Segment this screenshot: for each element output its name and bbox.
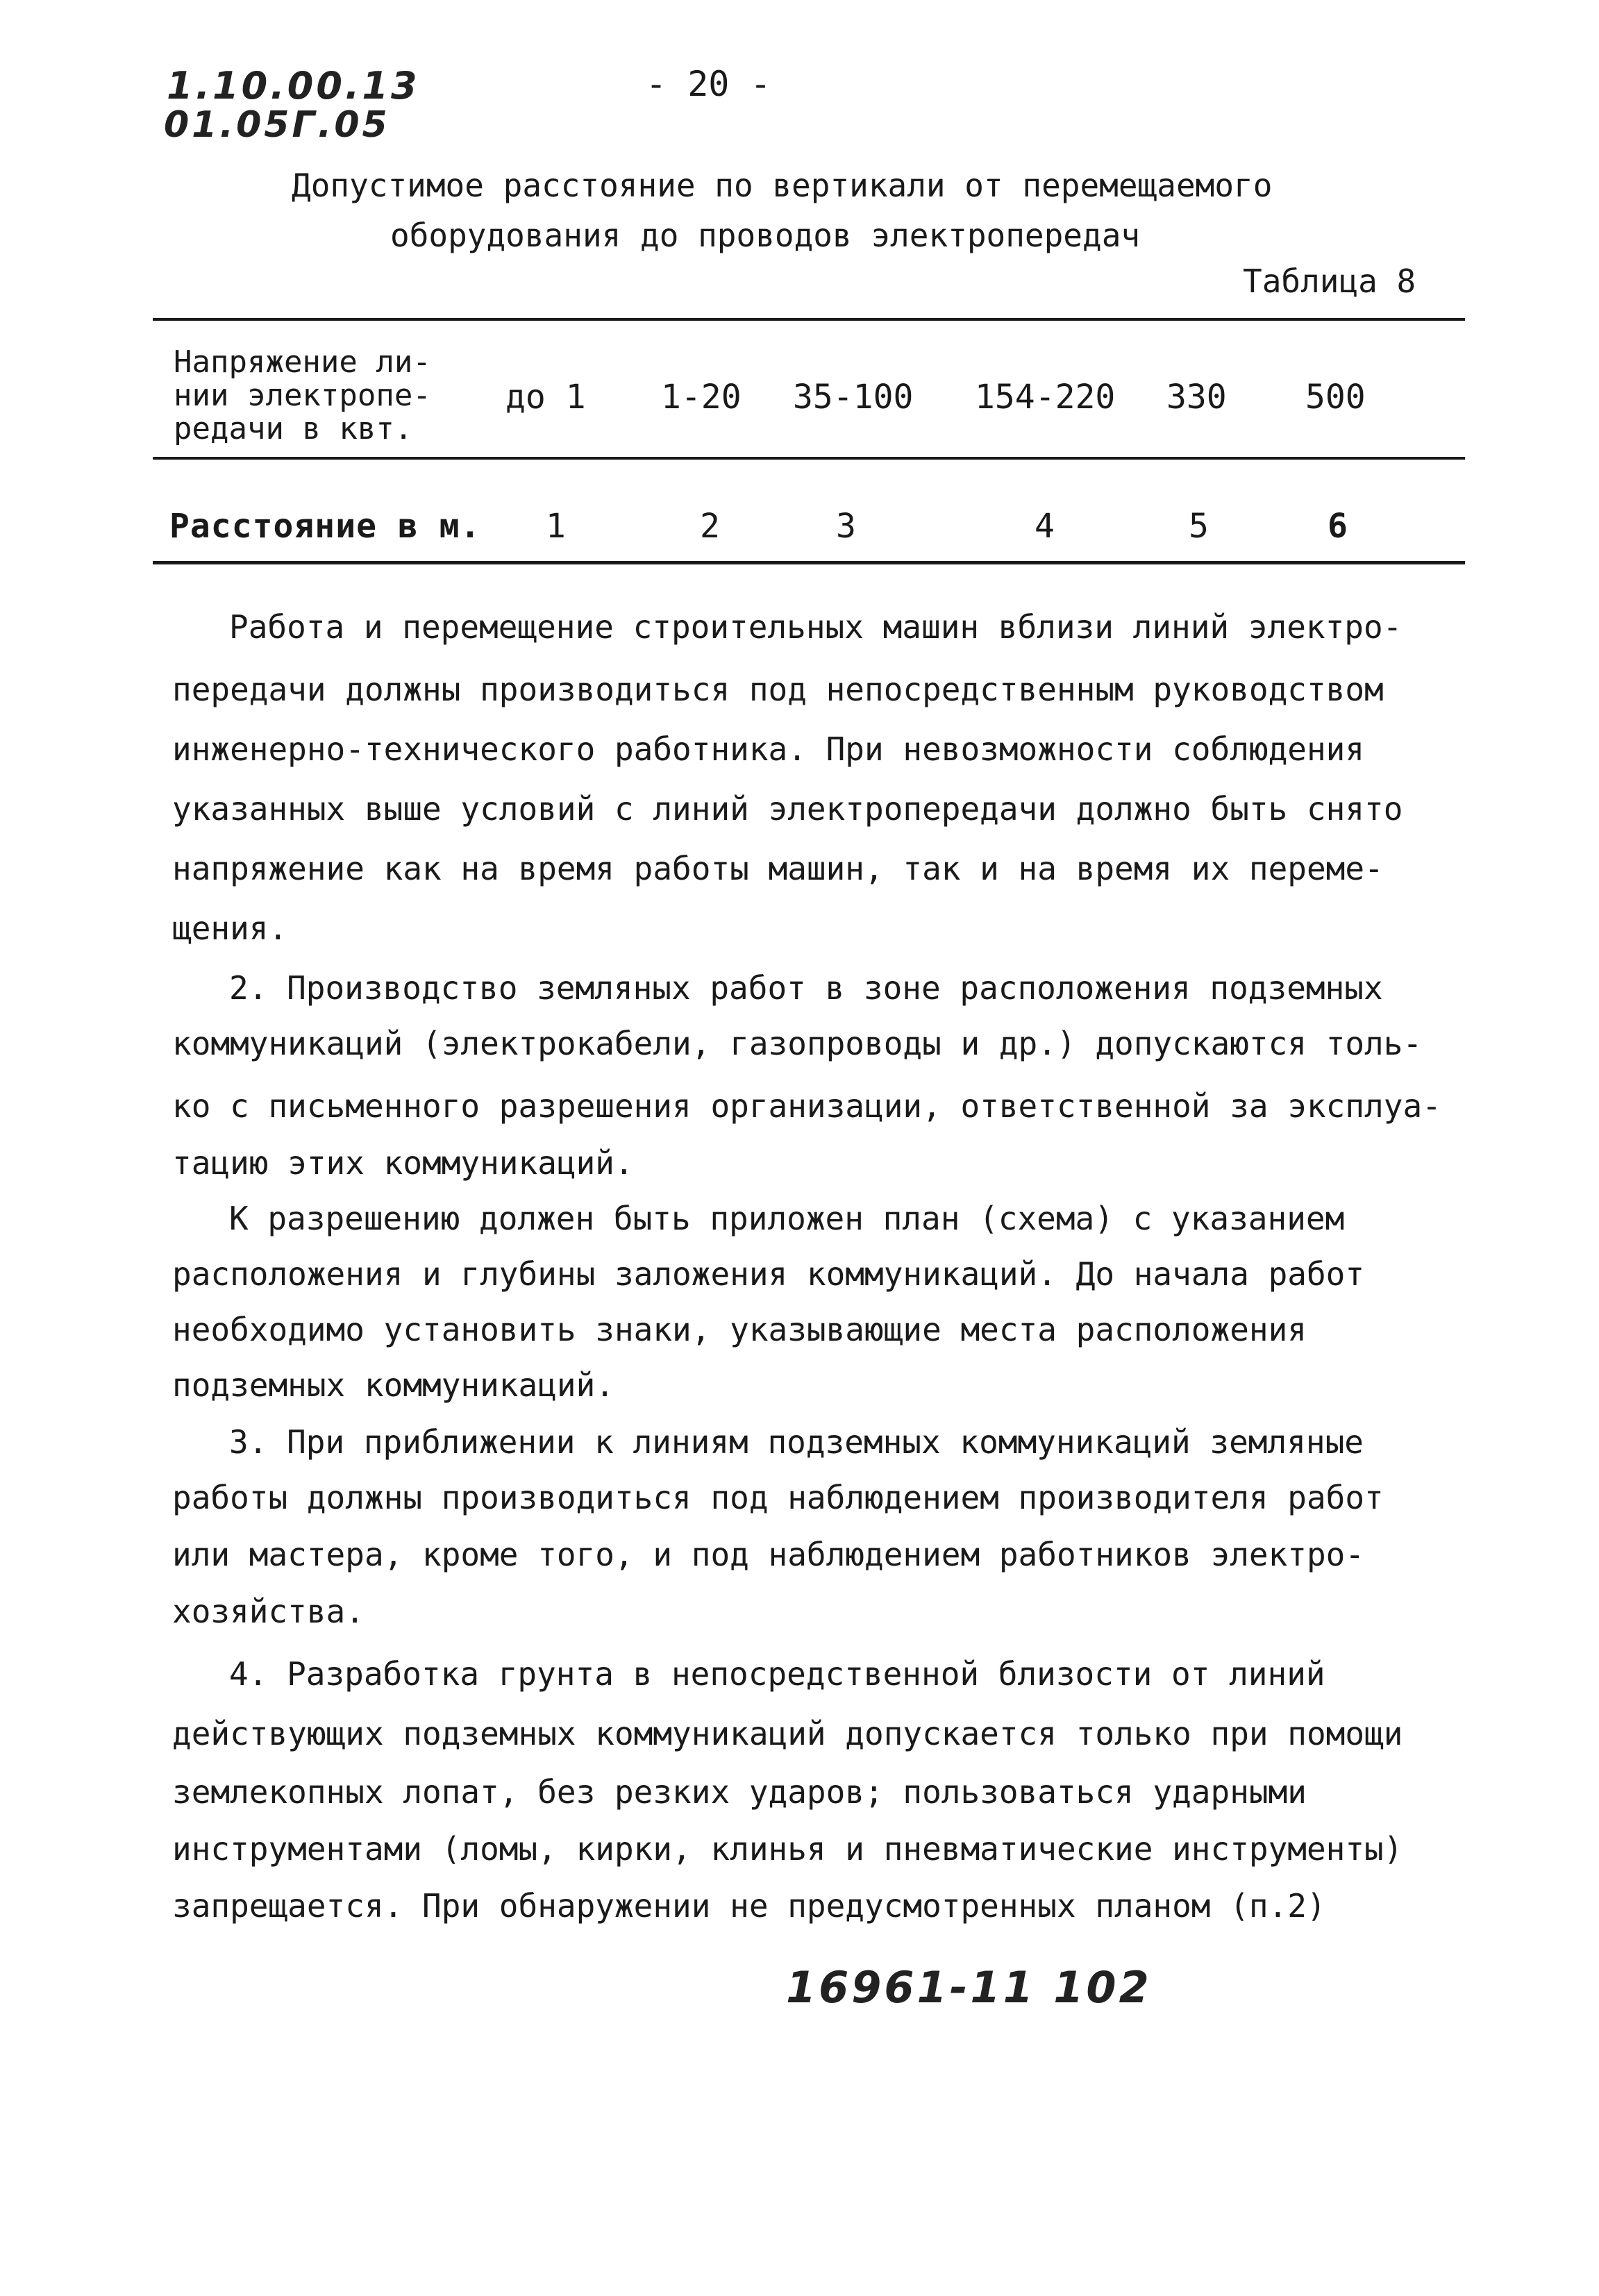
voltage-cell: 330 bbox=[1166, 378, 1227, 417]
body-text-line: необходимо установить знаки, указывающие места расположения bbox=[172, 1311, 1307, 1348]
voltage-cell: 1-20 bbox=[661, 378, 742, 417]
body-text-line: 3. При приближении к линиям подземных коммуникаций земляные bbox=[229, 1423, 1364, 1461]
body-text-line: инструментами (ломы, кирки, клинья и пневматические инструменты) bbox=[172, 1830, 1403, 1868]
body-text-line: указанных выше условий с линий электропередачи должно быть снято bbox=[172, 790, 1403, 828]
body-text-line: К разрешению должен быть приложен план (схема) с указанием bbox=[229, 1200, 1345, 1237]
table-title-line2: оборудования до проводов электропередач bbox=[390, 217, 1141, 254]
distance-cell: 3 bbox=[836, 507, 856, 546]
body-text-line: Работа и перемещение строительных машин вблизи линий электро- bbox=[229, 608, 1403, 646]
distance-cell: 5 bbox=[1189, 507, 1209, 546]
distance-cell: 6 bbox=[1328, 507, 1348, 546]
voltage-cell: 35-100 bbox=[793, 378, 914, 417]
voltage-row-label-line: нии электропе- bbox=[174, 378, 431, 413]
voltage-row-label-line: Напряжение ли- bbox=[174, 344, 431, 380]
document-code-line1: 1.10.00.13 bbox=[167, 64, 420, 108]
document-code-line2: 01.05Г.05 bbox=[164, 104, 390, 146]
table-title-line1: Допустимое расстояние по вертикали от перемещаемого bbox=[292, 167, 1273, 204]
distance-cell: 4 bbox=[1035, 507, 1055, 546]
body-text-line: землекопных лопат, без резких ударов; пользоваться ударными bbox=[172, 1773, 1307, 1811]
body-text-line: действующих подземных коммуникаций допускается только при помощи bbox=[172, 1715, 1403, 1752]
body-text-line: передачи должны производиться под непосредственным руководством bbox=[172, 671, 1384, 708]
body-text-line: или мастера, кроме того, и под наблюдением работников электро- bbox=[172, 1536, 1365, 1573]
body-text-line: тацию этих коммуникаций. bbox=[172, 1144, 634, 1182]
page-number: - 20 - bbox=[646, 64, 771, 104]
body-text-line: инженерно-технического работника. При невозможности соблюдения bbox=[172, 730, 1365, 768]
distance-cell: 2 bbox=[700, 507, 720, 546]
voltage-row-label bbox=[174, 346, 431, 446]
voltage-cell: 500 bbox=[1305, 378, 1366, 417]
body-text-line: хозяйства. bbox=[172, 1593, 365, 1630]
table-bottom-rule bbox=[153, 561, 1465, 564]
table-top-rule bbox=[153, 318, 1465, 321]
voltage-cell: 154-220 bbox=[975, 378, 1116, 417]
body-text-line: подземных коммуникаций. bbox=[172, 1366, 614, 1404]
body-text-line: работы должны производиться под наблюдением производителя работ bbox=[172, 1479, 1384, 1516]
handwritten-signature: 16961-11 102 bbox=[786, 1962, 1152, 2013]
voltage-cell: до 1 bbox=[505, 378, 586, 417]
body-text-line: щения. bbox=[172, 910, 288, 947]
distance-cell: 1 bbox=[546, 507, 566, 546]
table-label: Таблица 8 bbox=[1243, 262, 1416, 300]
body-text-line: 2. Производство земляных работ в зоне расположения подземных bbox=[229, 969, 1383, 1007]
distance-row-label: Расстояние в м. bbox=[169, 507, 481, 546]
body-text-line: коммуникаций (электрокабели, газопроводы и др.) допускаются толь- bbox=[172, 1025, 1423, 1062]
table-middle-rule bbox=[153, 457, 1465, 460]
body-text-line: ко с письменного разрешения организации, ответственной за эксплуа- bbox=[172, 1087, 1441, 1125]
body-text-line: напряжение как на время работы машин, так и на время их переме- bbox=[172, 850, 1384, 887]
body-text-line: 4. Разработка грунта в непосредственной близости от линий bbox=[229, 1655, 1325, 1693]
body-text-line: запрещается. При обнаружении не предусмотренных планом (п.2) bbox=[172, 1887, 1326, 1925]
body-text-line: расположения и глубины заложения коммуникаций. До начала работ bbox=[172, 1255, 1365, 1293]
voltage-row-label-line: редачи в квт. bbox=[174, 411, 413, 446]
